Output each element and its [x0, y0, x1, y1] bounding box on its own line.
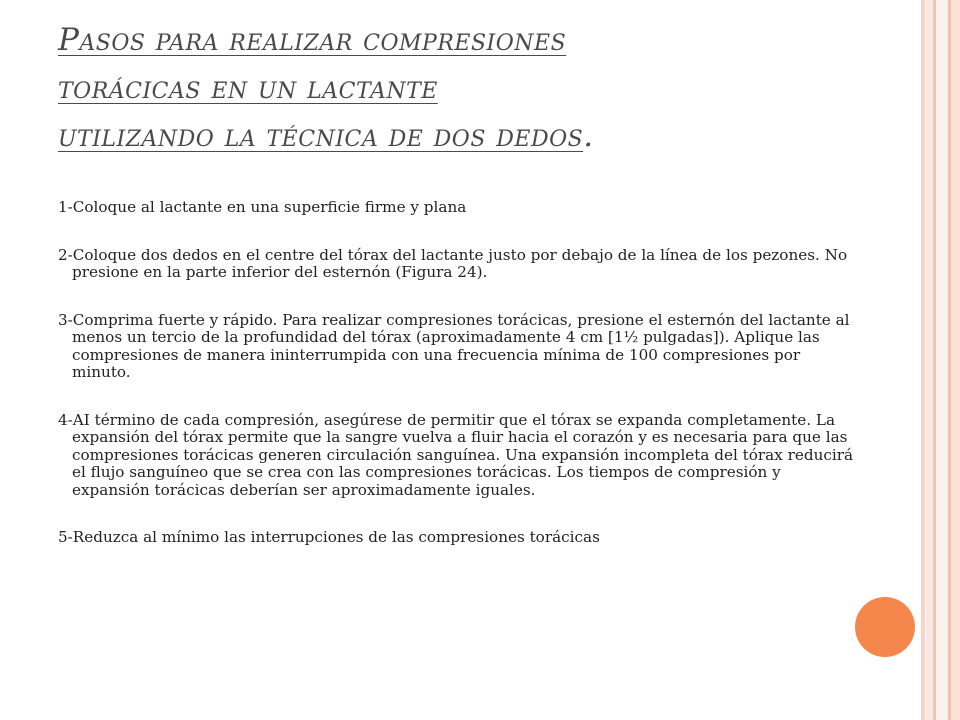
- slide-title: [58, 16, 878, 160]
- decorative-circle: [855, 597, 915, 657]
- decorative-stripe: [951, 0, 960, 720]
- title-period: .: [583, 118, 594, 154]
- step-3: 3-Comprima fuerte y rápido. Para realizar compresiones torácicas, presione el esternón del lactante al menos un tercio de la profundidad del tórax (aproximadamente 4 cm [1½ pulgadas]). Aplique las compresiones de manera ininterrumpida con una frecuencia mínima de 100 compresiones por minuto.: [58, 310, 850, 381]
- step-1: 1-Coloque al lactante en una superficie firme y plana: [58, 198, 467, 216]
- title-line: Pasos para realizar compresiones: [58, 22, 567, 58]
- step-2: 2-Coloque dos dedos en el centre del tórax del lactante justo por debajo de la línea de los pezones. No presione en la parte inferior del esternón (Figura 24).: [58, 245, 848, 281]
- decorative-stripe: [921, 0, 925, 720]
- slide-body: [58, 199, 858, 577]
- step-5: 5-Reduzca al mínimo las interrupciones de las compresiones torácicas: [58, 528, 600, 546]
- decorative-stripe: [936, 0, 948, 720]
- title-line: torácicas en un lactante: [58, 70, 438, 106]
- title-line: utilizando la técnica de dos dedos.: [58, 118, 594, 154]
- decorative-stripe: [926, 0, 933, 720]
- step-4: 4-AI término de cada compresión, asegúrese de permitir que el tórax se expanda completamente. La expansión del tórax permite que la sangre vuelva a fluir hacia el corazón y es necesaria para que las compresiones torácicas generen circulación sanguínea. Una expansión incompleta del tórax reducirá el flujo sanguíneo que se crea con las compresiones torácicas. Los tiempos de compresión y expansión torácicas deberían ser aproximadamente iguales.: [58, 410, 854, 499]
